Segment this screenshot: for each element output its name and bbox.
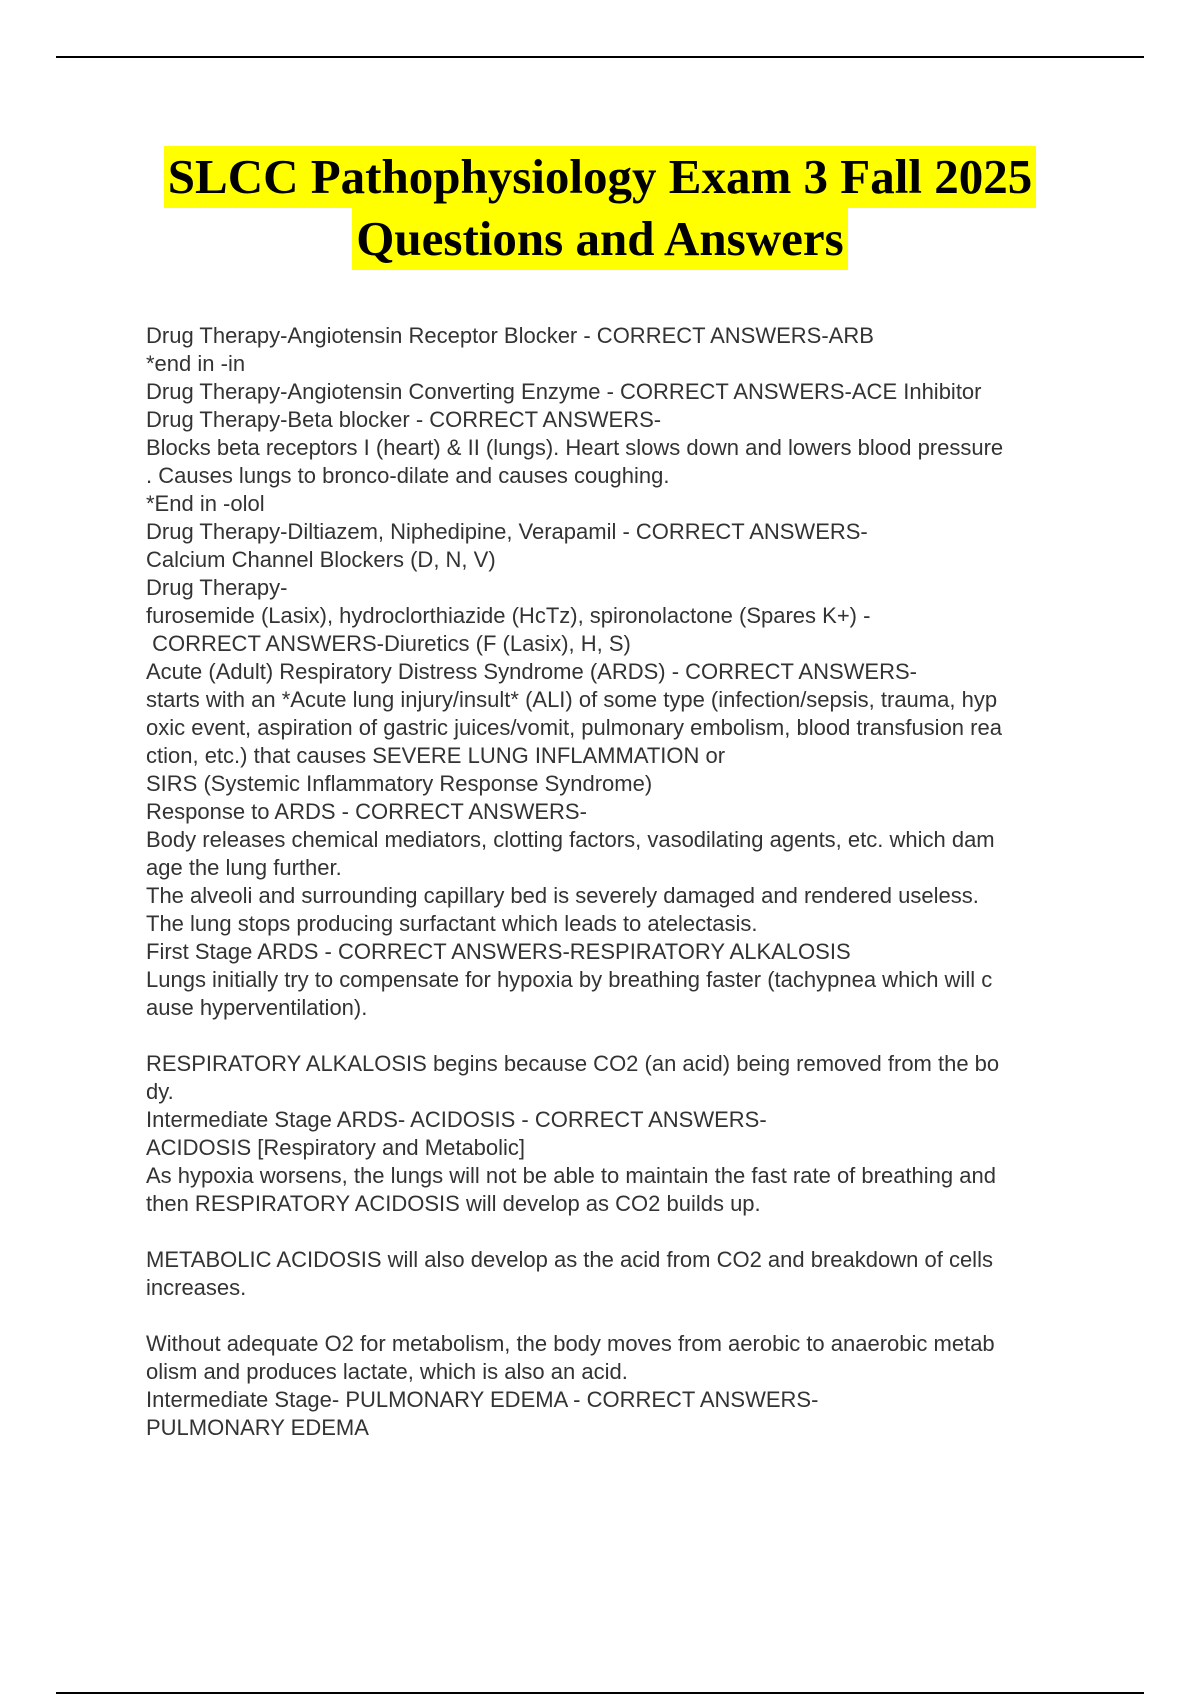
text-line: METABOLIC ACIDOSIS will also develop as the acid from CO2 and breakdown of cells xyxy=(146,1247,993,1272)
text-line: ACIDOSIS [Respiratory and Metabolic] xyxy=(146,1135,526,1160)
text-line: dy. xyxy=(146,1079,174,1104)
blank-line xyxy=(146,1302,1096,1330)
text-line: starts with an *Acute lung injury/insult* (ALI) of some type (infection/sepsis, trauma, hyp xyxy=(146,687,998,712)
text-line: The alveoli and surrounding capillary bed is severely damaged and rendered useless. xyxy=(146,883,979,908)
text-line: *end in -in xyxy=(146,351,246,376)
bottom-divider xyxy=(56,1692,1144,1694)
text-line: increases. xyxy=(146,1275,247,1300)
text-line: PULMONARY EDEMA xyxy=(146,1415,369,1440)
text-line: then RESPIRATORY ACIDOSIS will develop as CO2 builds up. xyxy=(146,1191,761,1216)
text-line: Drug Therapy-Diltiazem, Niphedipine, Verapamil - CORRECT ANSWERS- xyxy=(146,519,868,544)
text-line: RESPIRATORY ALKALOSIS begins because CO2 (an acid) being removed from the bo xyxy=(146,1051,1000,1076)
text-line: oxic event, aspiration of gastric juices/vomit, pulmonary embolism, blood transfusion rea xyxy=(146,715,1002,740)
text-line: . Causes lungs to bronco-dilate and causes coughing. xyxy=(146,463,670,488)
title-line-2: Questions and Answers xyxy=(352,208,847,270)
text-line: Drug Therapy-Angiotensin Receptor Blocker - CORRECT ANSWERS-ARB xyxy=(146,323,874,348)
text-line: Lungs initially try to compensate for hypoxia by breathing faster (tachypnea which will c xyxy=(146,967,993,992)
text-line: olism and produces lactate, which is also an acid. xyxy=(146,1359,628,1384)
text-line: ction, etc.) that causes SEVERE LUNG INFLAMMATION or xyxy=(146,743,726,768)
text-line: age the lung further. xyxy=(146,855,342,880)
text-line: As hypoxia worsens, the lungs will not be able to maintain the fast rate of breathing and xyxy=(146,1163,996,1188)
text-line: Acute (Adult) Respiratory Distress Syndrome (ARDS) - CORRECT ANSWERS- xyxy=(146,659,917,684)
document-body xyxy=(146,322,1096,1442)
text-line: furosemide (Lasix), hydroclorthiazide (HcTz), spironolactone (Spares K+) - xyxy=(146,603,871,628)
text-line: Response to ARDS - CORRECT ANSWERS- xyxy=(146,799,587,824)
text-line: ause hyperventilation). xyxy=(146,995,368,1020)
text-line: Without adequate O2 for metabolism, the body moves from aerobic to anaerobic metab xyxy=(146,1331,995,1356)
blank-line xyxy=(146,1022,1096,1050)
text-line: SIRS (Systemic Inflammatory Response Syndrome) xyxy=(146,771,653,796)
text-line: Blocks beta receptors I (heart) & II (lungs). Heart slows down and lowers blood pressure xyxy=(146,435,1004,460)
text-line: The lung stops producing surfactant which leads to atelectasis. xyxy=(146,911,758,936)
text-line: Body releases chemical mediators, clotting factors, vasodilating agents, etc. which dam xyxy=(146,827,995,852)
blank-line xyxy=(146,1218,1096,1246)
text-line: CORRECT ANSWERS-Diuretics (F (Lasix), H, S) xyxy=(146,631,631,656)
text-line: *End in -olol xyxy=(146,491,265,516)
text-line: Drug Therapy- xyxy=(146,575,288,600)
text-line: Calcium Channel Blockers (D, N, V) xyxy=(146,547,496,572)
text-line: Drug Therapy-Angiotensin Converting Enzyme - CORRECT ANSWERS-ACE Inhibitor xyxy=(146,379,982,404)
text-line: Intermediate Stage- PULMONARY EDEMA - CORRECT ANSWERS- xyxy=(146,1387,819,1412)
text-line: First Stage ARDS - CORRECT ANSWERS-RESPIRATORY ALKALOSIS xyxy=(146,939,851,964)
text-line: Drug Therapy-Beta blocker - CORRECT ANSWERS- xyxy=(146,407,662,432)
top-divider xyxy=(56,56,1144,58)
title-line-1: SLCC Pathophysiology Exam 3 Fall 2025 xyxy=(164,146,1036,208)
text-line: Intermediate Stage ARDS- ACIDOSIS - CORRECT ANSWERS- xyxy=(146,1107,767,1132)
document-title xyxy=(0,146,1200,270)
